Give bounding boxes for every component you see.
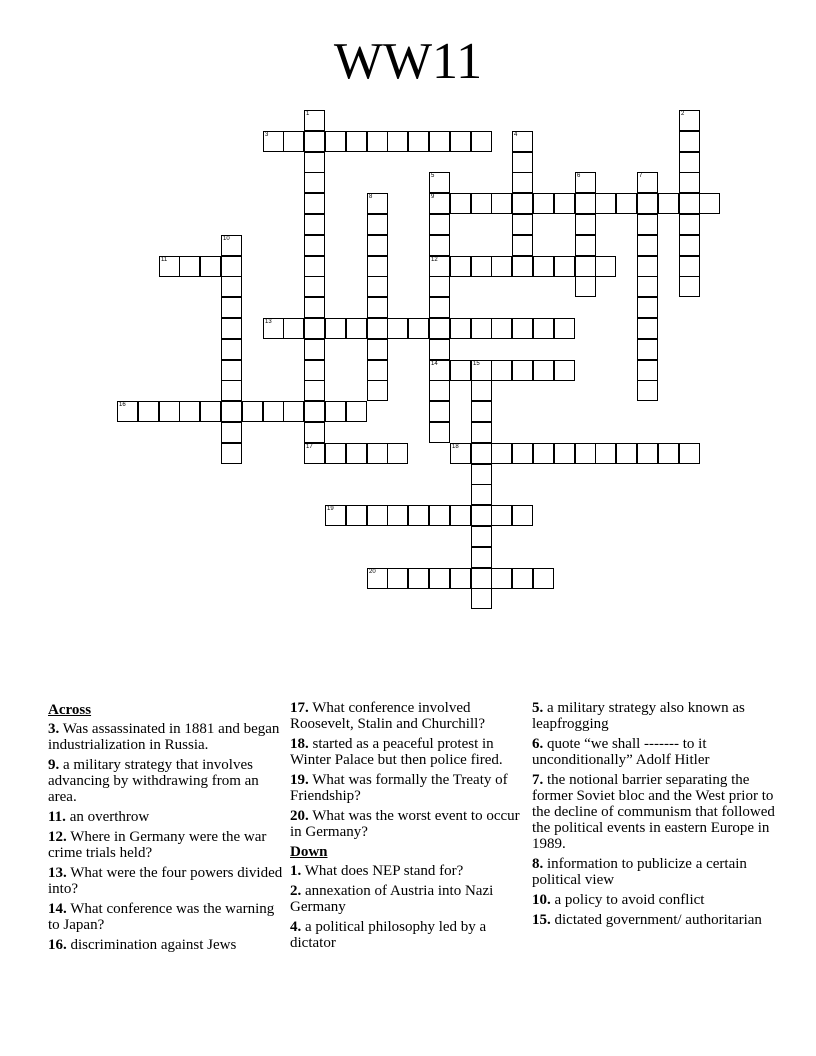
grid-cell[interactable]	[575, 256, 596, 277]
grid-cell[interactable]	[387, 568, 408, 589]
down-clue	[532, 892, 776, 908]
across-clue	[48, 809, 284, 825]
grid-cell[interactable]	[554, 318, 575, 339]
grid-cell[interactable]	[637, 339, 658, 360]
grid-cell[interactable]	[679, 214, 700, 235]
grid-cell[interactable]	[429, 401, 450, 422]
grid-cell[interactable]	[679, 131, 700, 152]
grid-cell[interactable]	[533, 193, 554, 214]
grid-cell[interactable]	[429, 276, 450, 297]
clue-number: 13	[265, 319, 272, 325]
grid-cell[interactable]	[221, 422, 242, 443]
grid-cell[interactable]	[679, 235, 700, 256]
grid-cell[interactable]	[367, 568, 388, 589]
grid-cell[interactable]	[512, 193, 533, 214]
grid-cell[interactable]	[554, 256, 575, 277]
grid-cell[interactable]	[429, 193, 450, 214]
grid-cell[interactable]	[325, 505, 346, 526]
grid-cell[interactable]	[283, 401, 304, 422]
grid-cell[interactable]	[450, 318, 471, 339]
grid-cell[interactable]	[637, 172, 658, 193]
grid-cell[interactable]	[221, 297, 242, 318]
down-clue	[532, 856, 776, 888]
grid-cell[interactable]	[429, 360, 450, 381]
grid-cell[interactable]	[491, 360, 512, 381]
grid-cell[interactable]	[263, 131, 284, 152]
clue-text: Where in Germany were the war crime trials held?	[48, 829, 267, 861]
clue-number: 11	[161, 257, 168, 263]
across-clue	[48, 937, 284, 953]
across-clue	[48, 865, 284, 897]
clue-number-label: 17.	[290, 700, 309, 716]
clue-number-label: 13.	[48, 865, 67, 881]
clue-number: 12	[431, 257, 438, 263]
grid-cell[interactable]	[471, 505, 492, 526]
grid-cell[interactable]	[471, 484, 492, 505]
clue-text: a military strategy also known as leapfrogging	[532, 700, 745, 732]
clue-number-label: 18.	[290, 736, 309, 752]
down-clue	[532, 772, 776, 852]
grid-cell[interactable]	[367, 193, 388, 214]
grid-cell[interactable]	[637, 318, 658, 339]
grid-cell[interactable]	[429, 256, 450, 277]
grid-cell[interactable]	[346, 131, 367, 152]
grid-cell[interactable]	[512, 360, 533, 381]
across-clue	[290, 808, 526, 840]
grid-cell[interactable]	[221, 235, 242, 256]
down-clue	[532, 912, 776, 928]
grid-cell[interactable]	[283, 318, 304, 339]
grid-cell[interactable]	[346, 443, 367, 464]
grid-cell[interactable]	[679, 276, 700, 297]
grid-cell[interactable]	[304, 422, 325, 443]
grid-cell[interactable]	[304, 401, 325, 422]
grid-cell[interactable]	[450, 568, 471, 589]
grid-cell[interactable]	[512, 443, 533, 464]
grid-cell[interactable]	[429, 172, 450, 193]
grid-cell[interactable]	[512, 505, 533, 526]
clue-text: What conference was the warning to Japan?	[48, 901, 275, 933]
grid-cell[interactable]	[575, 193, 596, 214]
grid-cell[interactable]	[679, 193, 700, 214]
grid-cell[interactable]	[367, 505, 388, 526]
clue-text: What conference involved Roosevelt, Stalin and Churchill?	[290, 700, 485, 732]
grid-cell[interactable]	[304, 110, 325, 131]
grid-cell[interactable]	[679, 152, 700, 173]
clue-number: 10	[223, 236, 230, 242]
clue-number-label: 11.	[48, 809, 66, 825]
grid-cell[interactable]	[304, 318, 325, 339]
clue-number-label: 8.	[532, 856, 544, 872]
clue-number-label: 9.	[48, 757, 60, 773]
grid-cell[interactable]	[616, 193, 637, 214]
grid-cell[interactable]	[408, 505, 429, 526]
down-clue	[532, 736, 776, 768]
clue-number: 8	[369, 194, 373, 200]
down-clue	[290, 919, 526, 951]
grid-cell[interactable]	[512, 318, 533, 339]
clue-number: 9	[431, 194, 435, 200]
grid-cell[interactable]	[304, 256, 325, 277]
clues-column-1	[48, 700, 284, 957]
across-clue	[290, 772, 526, 804]
clue-text: dictated government/ authoritarian	[550, 912, 762, 928]
clue-number-label: 19.	[290, 772, 309, 788]
grid-cell[interactable]	[533, 256, 554, 277]
grid-cell[interactable]	[263, 318, 284, 339]
grid-cell[interactable]	[387, 443, 408, 464]
grid-cell[interactable]	[179, 401, 200, 422]
grid-cell[interactable]	[429, 318, 450, 339]
grid-cell[interactable]	[200, 256, 221, 277]
grid-cell[interactable]	[471, 380, 492, 401]
grid-cell[interactable]	[679, 172, 700, 193]
clue-number: 18	[452, 444, 459, 450]
clue-text: quote “we shall ------- to it unconditionally” Adolf Hitler	[532, 736, 710, 768]
clues-column-3	[532, 700, 776, 932]
clue-number-label: 14.	[48, 901, 67, 917]
grid-cell[interactable]	[658, 193, 679, 214]
grid-cell[interactable]	[304, 360, 325, 381]
across-clue-list-continued	[290, 700, 526, 840]
grid-cell[interactable]	[471, 256, 492, 277]
grid-cell[interactable]	[471, 568, 492, 589]
clue-text: What was the worst event to occur in Germany?	[290, 808, 520, 840]
grid-cell[interactable]	[325, 131, 346, 152]
grid-cell[interactable]	[367, 318, 388, 339]
grid-cell[interactable]	[679, 443, 700, 464]
grid-cell[interactable]	[304, 339, 325, 360]
grid-cell[interactable]	[367, 380, 388, 401]
grid-cell[interactable]	[533, 360, 554, 381]
down-clue-list	[290, 863, 526, 951]
grid-cell[interactable]	[159, 256, 180, 277]
grid-cell[interactable]	[367, 339, 388, 360]
grid-cell[interactable]	[471, 131, 492, 152]
grid-cell[interactable]	[637, 256, 658, 277]
puzzle-title: WW11	[333, 33, 483, 90]
clue-number-label: 3.	[48, 721, 60, 737]
grid-cell[interactable]	[408, 568, 429, 589]
grid-cell[interactable]	[367, 131, 388, 152]
clue-number-label: 12.	[48, 829, 67, 845]
grid-cell[interactable]	[367, 214, 388, 235]
across-clue-list	[48, 721, 284, 953]
clue-text: a military strategy that involves advancing by withdrawing from an area.	[48, 757, 259, 805]
across-clue	[48, 757, 284, 805]
grid-cell[interactable]	[450, 443, 471, 464]
grid-cell[interactable]	[387, 131, 408, 152]
clue-number: 16	[119, 402, 126, 408]
grid-cell[interactable]	[263, 401, 284, 422]
clue-text: What does NEP stand for?	[301, 863, 464, 879]
clue-number-label: 20.	[290, 808, 309, 824]
grid-cell[interactable]	[450, 131, 471, 152]
grid-cell[interactable]	[429, 380, 450, 401]
grid-cell[interactable]	[304, 193, 325, 214]
grid-cell[interactable]	[679, 110, 700, 131]
down-clue	[290, 883, 526, 915]
across-clue	[48, 721, 284, 753]
clue-text: the notional barrier separating the former Soviet bloc and the West prior to the decline of communism that followed the political events in eastern Europe in 1989.	[532, 772, 775, 852]
grid-cell[interactable]	[575, 172, 596, 193]
across-clue	[290, 736, 526, 768]
grid-cell[interactable]	[512, 214, 533, 235]
grid-cell[interactable]	[471, 443, 492, 464]
across-clue	[290, 700, 526, 732]
grid-cell[interactable]	[554, 443, 575, 464]
grid-cell[interactable]	[471, 526, 492, 547]
grid-cell[interactable]	[325, 443, 346, 464]
grid-cell[interactable]	[554, 360, 575, 381]
grid-cell[interactable]	[491, 505, 512, 526]
grid-cell[interactable]	[471, 401, 492, 422]
grid-cell[interactable]	[533, 318, 554, 339]
grid-cell[interactable]	[512, 172, 533, 193]
grid-cell[interactable]	[367, 297, 388, 318]
grid-cell[interactable]	[429, 297, 450, 318]
grid-cell[interactable]	[471, 547, 492, 568]
clue-number-label: 4.	[290, 919, 302, 935]
grid-cell[interactable]	[387, 318, 408, 339]
grid-cell[interactable]	[637, 297, 658, 318]
grid-cell[interactable]	[512, 152, 533, 173]
grid-cell[interactable]	[637, 235, 658, 256]
clue-text: Was assassinated in 1881 and began industrialization in Russia.	[48, 721, 280, 753]
clue-number-label: 10.	[532, 892, 551, 908]
grid-cell[interactable]	[512, 256, 533, 277]
clue-number: 17	[306, 444, 313, 450]
clue-text: started as a peaceful protest in Winter Palace but then police fired.	[290, 736, 503, 768]
clue-number-label: 2.	[290, 883, 302, 899]
clue-number-label: 15.	[532, 912, 551, 928]
grid-cell[interactable]	[304, 131, 325, 152]
clue-text: discrimination against Jews	[66, 937, 237, 953]
clue-number-label: 16.	[48, 937, 67, 953]
clue-number-label: 1.	[290, 863, 302, 879]
grid-cell[interactable]	[491, 568, 512, 589]
grid-cell[interactable]	[367, 235, 388, 256]
grid-cell[interactable]	[408, 131, 429, 152]
clue-number: 1	[306, 111, 310, 117]
down-heading: Down	[290, 844, 328, 860]
grid-cell[interactable]	[221, 360, 242, 381]
grid-cell[interactable]	[200, 401, 221, 422]
grid-cell[interactable]	[533, 443, 554, 464]
grid-cell[interactable]	[658, 443, 679, 464]
grid-cell[interactable]	[616, 443, 637, 464]
grid-cell[interactable]	[471, 193, 492, 214]
grid-cell[interactable]	[179, 256, 200, 277]
grid-cell[interactable]	[637, 214, 658, 235]
grid-cell[interactable]	[637, 443, 658, 464]
grid-cell[interactable]	[304, 172, 325, 193]
clue-number: 5	[431, 173, 435, 179]
grid-cell[interactable]	[554, 193, 575, 214]
grid-cell[interactable]	[471, 318, 492, 339]
grid-cell[interactable]	[575, 443, 596, 464]
grid-cell[interactable]	[450, 505, 471, 526]
down-clue	[290, 863, 526, 879]
grid-cell[interactable]	[575, 235, 596, 256]
grid-cell[interactable]	[491, 193, 512, 214]
grid-cell[interactable]	[637, 380, 658, 401]
grid-cell[interactable]	[387, 505, 408, 526]
clue-number: 7	[639, 173, 643, 179]
grid-cell[interactable]	[304, 214, 325, 235]
grid-cell[interactable]	[595, 443, 616, 464]
grid-cell[interactable]	[221, 339, 242, 360]
grid-cell[interactable]	[159, 401, 180, 422]
grid-cell[interactable]	[221, 256, 242, 277]
grid-cell[interactable]	[304, 297, 325, 318]
grid-cell[interactable]	[512, 131, 533, 152]
grid-cell[interactable]	[283, 131, 304, 152]
clue-text: an overthrow	[65, 809, 150, 825]
clue-number: 2	[681, 111, 685, 117]
grid-cell[interactable]	[429, 235, 450, 256]
grid-cell[interactable]	[450, 360, 471, 381]
grid-cell[interactable]	[512, 568, 533, 589]
grid-cell[interactable]	[471, 588, 492, 609]
clue-number: 3	[265, 132, 269, 138]
grid-cell[interactable]	[429, 505, 450, 526]
grid-cell[interactable]	[304, 152, 325, 173]
grid-cell[interactable]	[471, 422, 492, 443]
across-clue	[48, 829, 284, 861]
grid-cell[interactable]	[450, 256, 471, 277]
clue-number: 14	[431, 361, 438, 367]
grid-cell[interactable]	[575, 276, 596, 297]
grid-cell[interactable]	[367, 443, 388, 464]
down-clue	[532, 700, 776, 732]
grid-cell[interactable]	[221, 276, 242, 297]
grid-cell[interactable]	[325, 401, 346, 422]
grid-cell[interactable]	[221, 401, 242, 422]
grid-cell[interactable]	[637, 276, 658, 297]
grid-cell[interactable]	[533, 568, 554, 589]
grid-cell[interactable]	[512, 235, 533, 256]
grid-cell[interactable]	[367, 360, 388, 381]
clue-number-label: 5.	[532, 700, 544, 716]
grid-cell[interactable]	[637, 360, 658, 381]
grid-cell[interactable]	[429, 339, 450, 360]
clue-text: annexation of Austria into Nazi Germany	[290, 883, 494, 915]
grid-cell[interactable]	[221, 318, 242, 339]
grid-cell[interactable]	[242, 401, 263, 422]
grid-cell[interactable]	[325, 318, 346, 339]
grid-cell[interactable]	[679, 256, 700, 277]
grid-cell[interactable]	[346, 401, 367, 422]
grid-cell[interactable]	[575, 214, 596, 235]
grid-cell[interactable]	[304, 380, 325, 401]
grid-cell[interactable]	[429, 214, 450, 235]
grid-cell[interactable]	[138, 401, 159, 422]
across-clue	[48, 901, 284, 933]
grid-cell[interactable]	[429, 131, 450, 152]
clue-number: 6	[577, 173, 581, 179]
clue-number: 19	[327, 506, 334, 512]
grid-cell[interactable]	[304, 443, 325, 464]
grid-cell[interactable]	[221, 443, 242, 464]
grid-cell[interactable]	[304, 276, 325, 297]
grid-cell[interactable]	[637, 193, 658, 214]
clue-text: a political philosophy led by a dictator	[290, 919, 487, 951]
grid-cell[interactable]	[471, 360, 492, 381]
grid-cell[interactable]	[346, 318, 367, 339]
grid-cell[interactable]	[367, 276, 388, 297]
clue-number-label: 7.	[532, 772, 544, 788]
clue-text: a policy to avoid conflict	[550, 892, 705, 908]
grid-cell[interactable]	[491, 256, 512, 277]
grid-cell[interactable]	[699, 193, 720, 214]
clue-text: information to publicize a certain political view	[532, 856, 747, 888]
clues-column-2	[290, 700, 526, 955]
grid-cell[interactable]	[221, 380, 242, 401]
clue-number: 4	[514, 132, 518, 138]
grid-cell[interactable]	[595, 256, 616, 277]
grid-cell[interactable]	[491, 318, 512, 339]
clue-number-label: 6.	[532, 736, 544, 752]
grid-cell[interactable]	[450, 193, 471, 214]
clue-number: 20	[369, 569, 376, 575]
grid-cell[interactable]	[408, 318, 429, 339]
across-heading: Across	[48, 702, 92, 718]
down-clue-list-continued	[532, 700, 776, 928]
grid-cell[interactable]	[595, 193, 616, 214]
clue-number: 15	[473, 361, 480, 367]
clue-text: What were the four powers divided into?	[48, 865, 283, 897]
grid-cell[interactable]	[346, 505, 367, 526]
grid-cell[interactable]	[117, 401, 138, 422]
clue-text: What was formally the Treaty of Friendship?	[290, 772, 508, 804]
grid-cell[interactable]	[429, 422, 450, 443]
grid-cell[interactable]	[429, 568, 450, 589]
grid-cell[interactable]	[491, 443, 512, 464]
grid-cell[interactable]	[367, 256, 388, 277]
grid-cell[interactable]	[304, 235, 325, 256]
grid-cell[interactable]	[471, 464, 492, 485]
